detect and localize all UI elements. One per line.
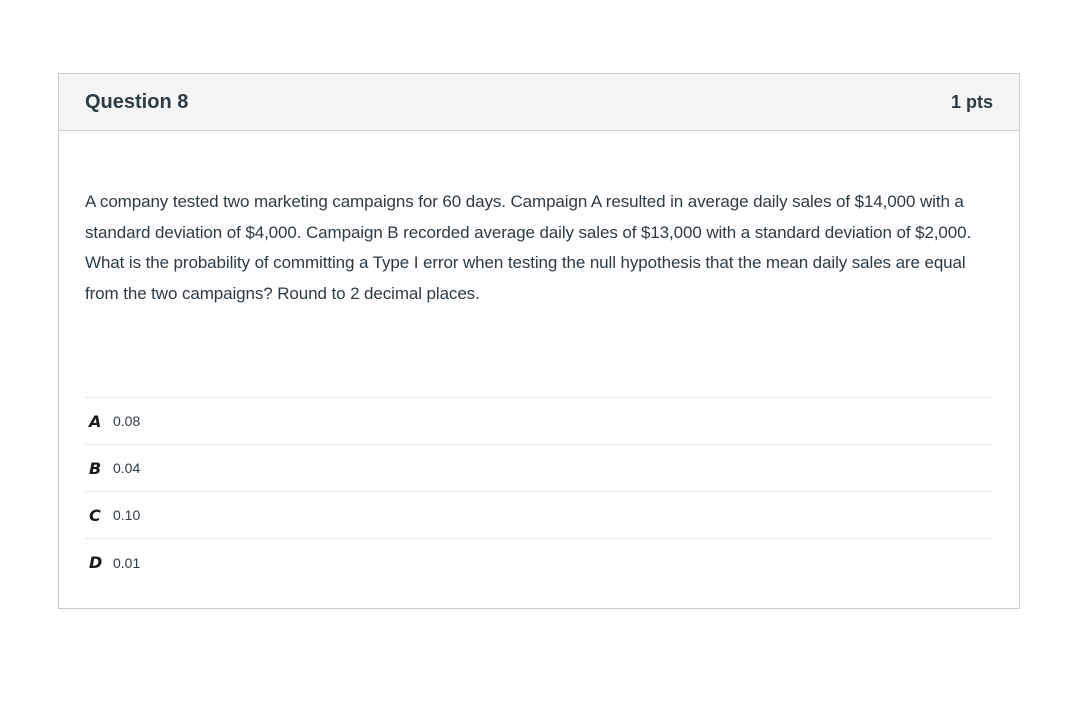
- answer-value: 0.01: [113, 554, 141, 571]
- answer-list: [85, 397, 993, 586]
- answer-letter: D: [89, 553, 103, 572]
- answer-value: 0.10: [113, 507, 141, 523]
- answer-option-d[interactable]: [85, 539, 993, 586]
- answer-letter: C: [89, 505, 101, 525]
- question-body: [59, 131, 1019, 586]
- answer-option-c[interactable]: [85, 492, 993, 539]
- answer-letter: A: [89, 411, 102, 431]
- question-text: A company tested two marketing campaigns for 60 days. Campaign A resulted in average daily sales of $14,000 with a standard deviation of $4,000. Campaign B recorded average daily sales of $13,000 with a standard deviation of $2,000. What is the probability of committing a Type I error when testing the null hypothesis that the mean daily sales are equal from the two campaigns? Round to 2 decimal places.: [85, 192, 972, 303]
- question-header: [59, 74, 1019, 131]
- answer-letter: B: [89, 458, 102, 478]
- answer-option-b[interactable]: [85, 445, 993, 492]
- question-card: [58, 73, 1020, 609]
- answer-value: 0.04: [113, 460, 141, 476]
- answer-value: 0.08: [113, 413, 141, 429]
- answer-option-a[interactable]: [85, 398, 993, 445]
- question-points: 1 pts: [950, 91, 993, 112]
- question-title: Question 8: [85, 90, 189, 113]
